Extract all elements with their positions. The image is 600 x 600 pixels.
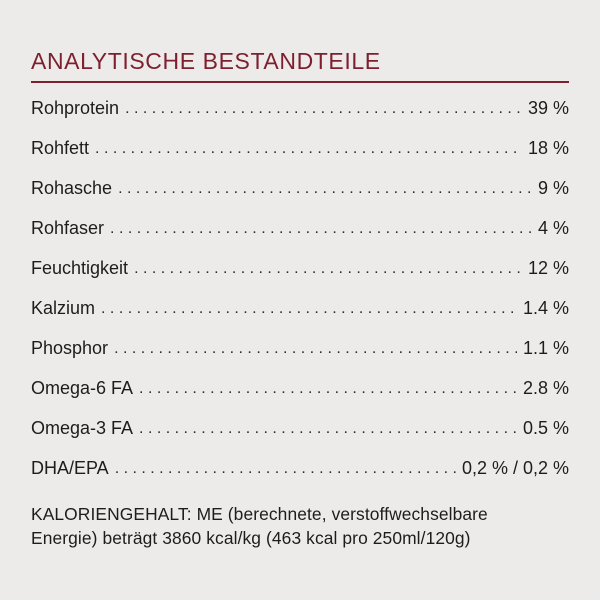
calorie-line-2: Energie) beträgt 3860 kcal/kg (463 kcal pro 250ml/120g) xyxy=(31,528,471,548)
constituent-value: 39 % xyxy=(527,98,569,118)
constituent-row-rohprotein xyxy=(31,96,569,136)
constituent-label: Feuchtigkeit xyxy=(31,258,129,278)
dot-leader xyxy=(125,97,522,121)
constituents-list xyxy=(31,96,569,496)
dot-leader xyxy=(118,177,532,201)
constituent-row-dha-epa xyxy=(31,456,569,496)
dot-leader xyxy=(110,217,532,241)
constituent-value: 0,2 % / 0,2 % xyxy=(461,458,569,478)
constituent-row-phosphor xyxy=(31,336,569,376)
dot-leader xyxy=(114,337,517,361)
analytical-constituents-panel xyxy=(31,46,569,550)
constituent-value: 1.4 % xyxy=(522,298,569,318)
dot-leader xyxy=(115,457,456,481)
constituent-row-omega-6 xyxy=(31,376,569,416)
constituent-label: DHA/EPA xyxy=(31,458,109,478)
dot-leader xyxy=(101,297,517,321)
constituent-value: 4 % xyxy=(537,218,569,238)
constituent-value: 9 % xyxy=(537,178,569,198)
constituent-label: Phosphor xyxy=(31,338,109,358)
constituent-row-kalzium xyxy=(31,296,569,336)
constituent-row-feuchtigkeit xyxy=(31,256,569,296)
constituent-value: 1.1 % xyxy=(522,338,569,358)
constituent-label: Rohasche xyxy=(31,178,113,198)
constituent-value: 0.5 % xyxy=(522,418,569,438)
calorie-line-1: KALORIENGEHALT: ME (berechnete, verstoffwechselbare xyxy=(31,504,488,524)
constituent-label: Rohprotein xyxy=(31,98,120,118)
constituent-value: 2.8 % xyxy=(522,378,569,398)
dot-leader xyxy=(95,137,522,161)
constituent-row-omega-3 xyxy=(31,416,569,456)
section-heading: ANALYTISCHE BESTANDTEILE xyxy=(31,46,569,83)
constituent-row-rohasche xyxy=(31,176,569,216)
constituent-label: Rohfett xyxy=(31,138,90,158)
constituent-row-rohfaser xyxy=(31,216,569,256)
dot-leader xyxy=(139,417,517,441)
constituent-label: Kalzium xyxy=(31,298,96,318)
constituent-value: 18 % xyxy=(527,138,569,158)
constituent-row-rohfett xyxy=(31,136,569,176)
calorie-content-note xyxy=(31,502,569,550)
constituent-label: Omega-3 FA xyxy=(31,418,134,438)
constituent-value: 12 % xyxy=(527,258,569,278)
dot-leader xyxy=(134,257,522,281)
constituent-label: Rohfaser xyxy=(31,218,105,238)
constituent-label: Omega-6 FA xyxy=(31,378,134,398)
dot-leader xyxy=(139,377,517,401)
